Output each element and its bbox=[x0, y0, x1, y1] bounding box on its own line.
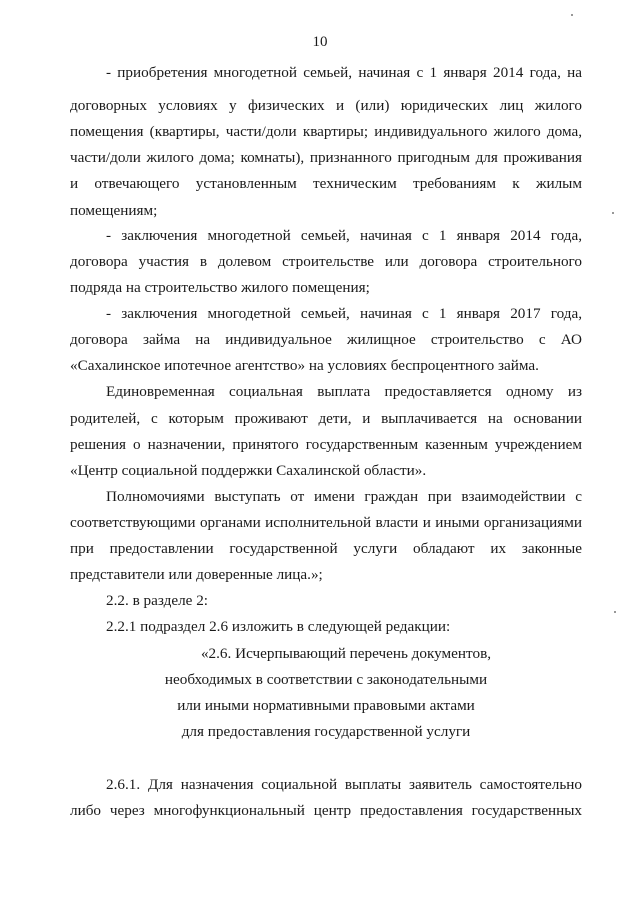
text-line: договорных условиях у физических и (или) юридических лиц жилого bbox=[70, 97, 582, 114]
text-line: и отвечающего установленным техническим требованиям к жилым bbox=[70, 175, 582, 192]
text-line: при предоставлении государственной услуги обладают их законные bbox=[70, 540, 582, 557]
text-line: договора займа на индивидуальное жилищное строительство с АО bbox=[70, 331, 582, 348]
scan-speck bbox=[614, 611, 616, 613]
text-line: 2.6.1. Для назначения социальной выплаты заявитель самостоятельно bbox=[106, 776, 582, 793]
text-line: 2.2.1 подраздел 2.6 изложить в следующей редакции: bbox=[106, 618, 451, 635]
scan-speck bbox=[612, 212, 614, 214]
text-line: - заключения многодетной семьей, начиная с 1 января 2017 года, bbox=[106, 305, 582, 322]
text-line: решения о назначении, принятого государственным казенным учреждением bbox=[70, 436, 582, 453]
text-line: Полномочиями выступать от имени граждан при взаимодействии с bbox=[106, 488, 582, 505]
text-line: «Сахалинское ипотечное агентство» на условиях беспроцентного займа. bbox=[70, 357, 539, 374]
text-line: части/доли жилого дома; комнаты), признанного пригодным для проживания bbox=[70, 149, 582, 166]
section-heading-line: необходимых в соответствии с законодательными bbox=[164, 671, 488, 688]
text-line: представители или доверенные лица.»; bbox=[70, 566, 323, 583]
text-line: соответствующими органами исполнительной власти и иными организациями bbox=[70, 514, 582, 531]
section-heading-line: или иными нормативными правовыми актами bbox=[177, 697, 475, 714]
text-line: помещениям; bbox=[70, 202, 158, 219]
text-line: помещения (квартиры, части/доли квартиры; индивидуального жилого дома, bbox=[70, 123, 582, 140]
scan-speck bbox=[571, 14, 573, 16]
text-line: - заключения многодетной семьей, начиная с 1 января 2014 года, bbox=[106, 227, 582, 244]
text-line: родителей, с которым проживают дети, и выплачивается на основании bbox=[70, 410, 582, 427]
text-line: Единовременная социальная выплата предоставляется одному из bbox=[106, 383, 582, 400]
text-line: - приобретения многодетной семьей, начиная с 1 января 2014 года, на bbox=[106, 64, 582, 81]
text-line: подряда на строительство жилого помещения; bbox=[70, 279, 370, 296]
text-line: 2.2. в разделе 2: bbox=[106, 592, 209, 609]
text-line: договора участия в долевом строительстве или договора строительного bbox=[70, 253, 582, 270]
page-number: 10 bbox=[312, 34, 328, 50]
text-line: «Центр социальной поддержки Сахалинской области». bbox=[70, 462, 427, 479]
section-heading-line: для предоставления государственной услуги bbox=[181, 723, 471, 740]
section-heading-line: «2.6. Исчерпывающий перечень документов, bbox=[200, 645, 492, 662]
text-line: либо через многофункциональный центр предоставления государственных bbox=[70, 802, 582, 819]
